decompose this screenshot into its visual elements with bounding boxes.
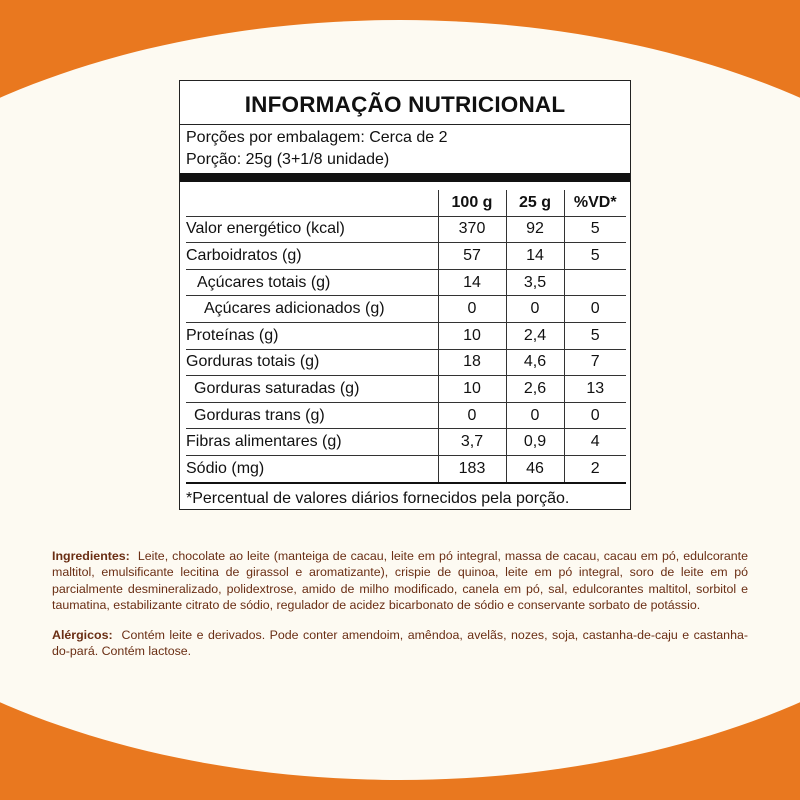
table-row — [186, 216, 626, 243]
table-header-row — [186, 190, 626, 216]
nutrient-name: Gorduras totais (g) — [186, 349, 438, 376]
value-100g: 183 — [438, 455, 506, 482]
nutrient-name: Sódio (mg) — [186, 455, 438, 482]
value-25g: 92 — [506, 216, 564, 243]
value-vd: 5 — [564, 243, 626, 270]
value-25g: 2,4 — [506, 322, 564, 349]
label-title: INFORMAÇÃO NUTRICIONAL — [244, 92, 566, 117]
nutrient-name: Valor energético (kcal) — [186, 216, 438, 243]
title-divider — [180, 124, 630, 125]
value-100g: 370 — [438, 216, 506, 243]
nutrient-name: Fibras alimentares (g) — [186, 429, 438, 456]
value-25g: 3,5 — [506, 269, 564, 296]
portions-per-package: Porções por embalagem: Cerca de 2 — [186, 129, 448, 146]
header-nutrient — [186, 190, 438, 216]
nutrition-facts-label — [179, 80, 631, 510]
footnote: *Percentual de valores diários fornecidos pela porção. — [186, 489, 570, 507]
ingredients-paragraph — [52, 548, 748, 614]
table-row — [186, 455, 626, 482]
value-100g: 57 — [438, 243, 506, 270]
value-25g: 2,6 — [506, 376, 564, 403]
nutrition-table — [186, 190, 626, 484]
value-100g: 0 — [438, 296, 506, 323]
allergens-paragraph — [52, 627, 748, 660]
value-vd: 13 — [564, 376, 626, 403]
nutrient-name: Gorduras saturadas (g) — [186, 376, 438, 403]
thick-divider — [180, 173, 630, 182]
value-vd: 7 — [564, 349, 626, 376]
value-vd: 2 — [564, 455, 626, 482]
value-100g: 18 — [438, 349, 506, 376]
value-25g: 0 — [506, 402, 564, 429]
nutrient-name: Açúcares totais (g) — [186, 269, 438, 296]
value-100g: 0 — [438, 402, 506, 429]
table-row — [186, 322, 626, 349]
value-25g: 14 — [506, 243, 564, 270]
value-vd: 0 — [564, 296, 626, 323]
nutrient-name: Proteínas (g) — [186, 322, 438, 349]
header-vd: %VD* — [564, 190, 626, 216]
portion-size: Porção: 25g (3+1/8 unidade) — [186, 151, 390, 168]
header-25g: 25 g — [506, 190, 564, 216]
value-vd: 5 — [564, 216, 626, 243]
table-row — [186, 269, 626, 296]
value-vd: 4 — [564, 429, 626, 456]
value-25g: 0,9 — [506, 429, 564, 456]
table-row — [186, 429, 626, 456]
table-row — [186, 296, 626, 323]
value-100g: 3,7 — [438, 429, 506, 456]
value-vd: 0 — [564, 402, 626, 429]
value-100g: 14 — [438, 269, 506, 296]
value-100g: 10 — [438, 376, 506, 403]
table-row — [186, 402, 626, 429]
value-100g: 10 — [438, 322, 506, 349]
header-100g: 100 g — [438, 190, 506, 216]
value-vd — [564, 269, 626, 296]
value-25g: 46 — [506, 455, 564, 482]
nutrient-name: Gorduras trans (g) — [186, 402, 438, 429]
table-row — [186, 376, 626, 403]
allergens-text: Contém leite e derivados. Pode conter amendoim, amêndoa, avelãs, nozes, soja, castanha-de-caju e castanha-do-pará. Contém lactose. — [52, 627, 748, 659]
table-row — [186, 243, 626, 270]
ingredients-section — [52, 548, 748, 659]
allergens-label: Alérgicos: — [52, 627, 113, 642]
value-vd: 5 — [564, 322, 626, 349]
value-25g: 4,6 — [506, 349, 564, 376]
nutrient-name: Açúcares adicionados (g) — [186, 296, 438, 323]
ingredients-text: Leite, chocolate ao leite (manteiga de cacau, leite em pó integral, massa de cacau, cacau em pó, edulcorante maltitol, emulsificante lecitina de girassol e aromatizante), crispie de quinoa, leite em pó integral, soro de leite em pó parcialmente desmineralizado, polidextrose, amido de milho modificado, canela em pó, sal, edulcorantes maltitol, sorbitol e taumatina, estabilizante citrato de sódio, regulador de acidez bicarbonato de sódio e conservante sorbato de potássio. — [52, 549, 748, 613]
ingredients-label: Ingredientes: — [52, 549, 130, 563]
value-25g: 0 — [506, 296, 564, 323]
table-row — [186, 349, 626, 376]
nutrient-name: Carboidratos (g) — [186, 243, 438, 270]
